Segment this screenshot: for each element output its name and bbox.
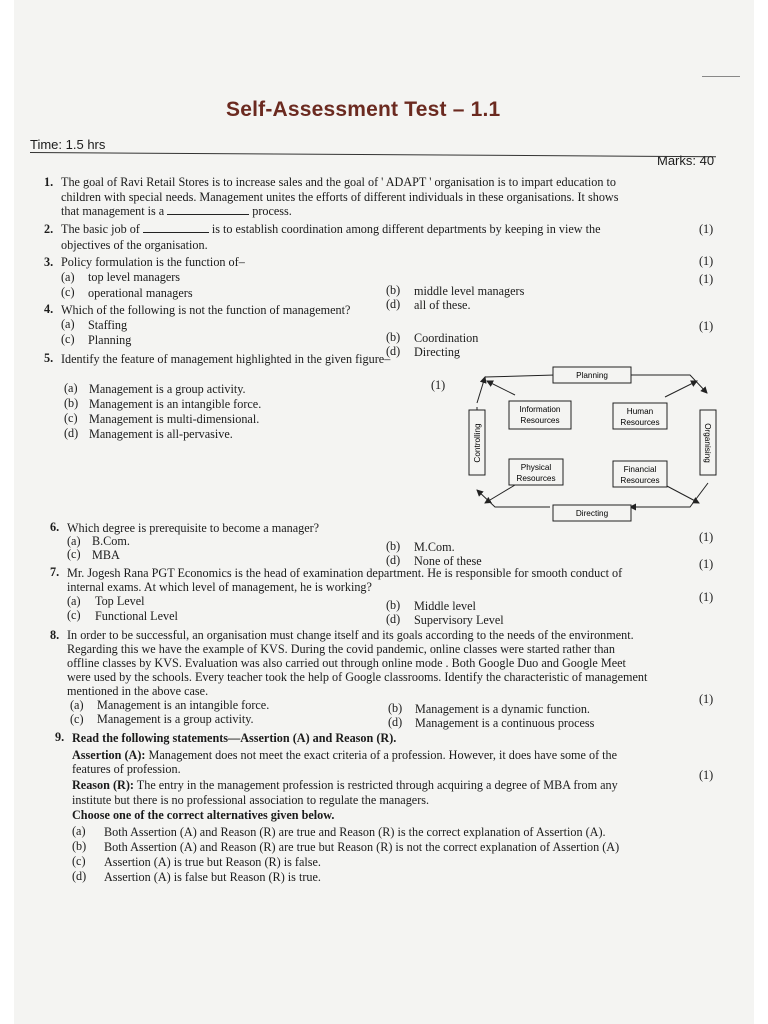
question-marks: (1) — [699, 557, 714, 571]
option-b-label: (b) — [72, 839, 87, 853]
planning-label: Planning — [576, 371, 608, 380]
option-a-label: (a) — [72, 824, 86, 838]
option-b-label: (b) — [64, 396, 79, 410]
resource-label: Resources — [516, 474, 556, 483]
option-c-label: (c) — [72, 854, 86, 868]
resource-label: Information — [519, 405, 561, 414]
option-a-label: (a) — [70, 698, 84, 712]
controlling-label: Controlling — [473, 423, 482, 463]
question-number: 9. — [55, 730, 65, 744]
assertion-line — [72, 748, 617, 762]
page-corner-mark — [702, 76, 740, 77]
time-allowed: Time: 1.5 hrs — [30, 137, 106, 152]
flow-arrow — [665, 381, 697, 397]
organising-label: Organising — [703, 423, 712, 463]
text-fragment: The basic job of — [61, 222, 140, 236]
question-marks: (1) — [431, 378, 446, 392]
flow-arrow — [477, 377, 485, 403]
option-c-text: Functional Level — [95, 609, 178, 623]
option-b-label: (b) — [386, 283, 401, 297]
question-text: objectives of the organisation. — [61, 238, 208, 252]
option-d-label: (d) — [386, 344, 401, 358]
flow-arrow — [665, 485, 699, 503]
question-number: 2. — [44, 222, 54, 236]
fill-blank — [143, 222, 209, 233]
flow-arrow — [485, 485, 515, 503]
resource-label: Resources — [620, 418, 660, 427]
question-text: Regarding this we have the example of KVS. During the covid pandemic, online classes were started rather than — [67, 642, 615, 656]
question-number: 8. — [50, 628, 60, 642]
question-heading: Read the following statements—Assertion (A) and Reason (R). — [72, 731, 397, 745]
question-text — [61, 222, 601, 236]
question-marks: (1) — [699, 272, 714, 286]
option-b-label: (b) — [386, 539, 401, 553]
flow-arrow — [630, 375, 707, 393]
question-text: The goal of Ravi Retail Stores is to increase sales and the goal of ' ADAPT ' organisation is to impart education to — [61, 175, 616, 189]
assertion-text: Management does not meet the exact criteria of a profession. However, it does have some of the — [148, 748, 618, 762]
option-a-text: Both Assertion (A) and Reason (R) are true and Reason (R) is the correct explanation of Assertion (A). — [104, 825, 606, 839]
choose-instruction: Choose one of the correct alternatives given below. — [72, 808, 335, 822]
question-number: 5. — [44, 351, 54, 365]
option-a-label: (a) — [67, 594, 81, 608]
option-b-label: (b) — [386, 598, 401, 612]
option-a-text: Management is an intangible force. — [97, 698, 270, 712]
reason-line — [72, 778, 618, 792]
question-marks: (1) — [699, 254, 714, 268]
option-d-text: None of these — [414, 554, 482, 568]
option-d-text: all of these. — [414, 298, 471, 312]
resource-label: Human — [626, 407, 654, 416]
text-fragment: is to establish coordination among different departments by keeping in view the — [211, 222, 601, 236]
assertion-text: features of profession. — [72, 762, 181, 776]
question-marks: (1) — [699, 590, 714, 604]
resource-label: Resources — [620, 476, 660, 485]
option-b-text: Management is an intangible force. — [89, 397, 262, 411]
option-c-text: operational managers — [88, 286, 193, 300]
resource-label: Resources — [520, 416, 560, 425]
option-a-text: Top Level — [95, 594, 145, 608]
assertion-label: Assertion (A): — [72, 748, 146, 762]
option-b-label: (b) — [386, 330, 401, 344]
question-text — [61, 204, 292, 218]
option-a-text: B.Com. — [92, 534, 130, 548]
option-c-text: Management is a group activity. — [97, 712, 254, 726]
question-text: internal exams. At which level of management, he is working? — [67, 580, 372, 594]
question-marks: (1) — [699, 530, 714, 544]
option-b-text: M.Com. — [414, 540, 455, 554]
total-marks: Marks: 40 — [657, 153, 715, 168]
option-b-text: Coordination — [414, 331, 479, 345]
question-number: 6. — [50, 520, 60, 534]
reason-text: institute but there is no professional association to regulate the managers. — [72, 793, 430, 807]
reason-label: Reason (R): — [72, 778, 134, 792]
question-text: were used by the schools. Every teacher took the help of Google classrooms. Identify the characteristic of management — [67, 670, 648, 684]
question-number: 1. — [44, 175, 54, 189]
question-text: Which of the following is not the function of management? — [61, 303, 351, 317]
option-c-text: Assertion (A) is true but Reason (R) is false. — [104, 855, 321, 869]
question-text: children with special needs. Management unites the efforts of different individuals in these organisations. It shows — [61, 190, 619, 204]
text-fragment: that management is a — [61, 204, 165, 218]
option-a-text: Staffing — [88, 318, 128, 332]
question-text: In order to be successful, an organisation must change itself and its goals according to the needs of the environment. — [67, 628, 634, 642]
option-b-text: Middle level — [414, 599, 476, 613]
question-text: Policy formulation is the function of– — [61, 255, 245, 269]
question-number: 3. — [44, 255, 54, 269]
reason-text: The entry in the management profession is restricted through acquiring a degree of MBA from any — [136, 778, 618, 792]
question-number: 4. — [44, 302, 54, 316]
option-d-text: Supervisory Level — [414, 613, 504, 627]
option-d-text: Management is a continuous process — [415, 716, 595, 730]
question-text: mentioned in the above case. — [67, 684, 209, 698]
option-d-text: Assertion (A) is false but Reason (R) is true. — [104, 870, 321, 884]
option-c-text: Planning — [88, 333, 132, 347]
option-c-label: (c) — [70, 712, 84, 726]
fill-blank — [167, 204, 249, 215]
option-a-label: (a) — [64, 381, 78, 395]
management-functions-diagram — [465, 365, 720, 523]
option-a-label: (a) — [61, 270, 75, 284]
question-marks: (1) — [699, 692, 714, 706]
question-text: offline classes by KVS. Evaluation was also carried out through online mode . Both Google Duo and Google Meet — [67, 656, 626, 670]
flow-arrow — [477, 490, 550, 507]
flow-arrow — [487, 381, 515, 395]
resource-label: Physical — [520, 463, 552, 472]
option-d-label: (d) — [64, 426, 79, 440]
option-d-label: (d) — [72, 869, 87, 883]
resource-label: Financial — [623, 465, 657, 474]
option-d-label: (d) — [388, 715, 403, 729]
question-marks: (1) — [699, 768, 714, 782]
option-d-label: (d) — [386, 553, 401, 567]
page-title: Self-Assessment Test – 1.1 — [226, 98, 501, 121]
option-c-label: (c) — [67, 608, 81, 622]
flow-arrow — [485, 375, 555, 377]
option-c-text: MBA — [92, 548, 120, 562]
question-marks: (1) — [699, 222, 714, 236]
option-a-text: Management is a group activity. — [89, 382, 246, 396]
option-d-label: (d) — [386, 612, 401, 626]
option-c-label: (c) — [67, 547, 81, 561]
question-text: Mr. Jogesh Rana PGT Economics is the head of examination department. He is responsible for smooth conduct of — [67, 566, 623, 580]
option-b-label: (b) — [388, 701, 403, 715]
option-d-text: Management is all-pervasive. — [89, 427, 233, 441]
question-marks: (1) — [699, 319, 714, 333]
option-a-label: (a) — [67, 534, 81, 548]
option-c-text: Management is multi-dimensional. — [89, 412, 260, 426]
question-number: 7. — [50, 565, 60, 579]
option-b-text: Both Assertion (A) and Reason (R) are true but Reason (R) is not the correct explanation of Assertion (A) — [104, 840, 620, 854]
question-text: Which degree is prerequisite to become a manager? — [67, 521, 320, 535]
option-d-text: Directing — [414, 345, 461, 359]
option-c-label: (c) — [61, 285, 75, 299]
option-c-label: (c) — [64, 411, 78, 425]
option-b-text: middle level managers — [414, 284, 525, 298]
option-a-label: (a) — [61, 317, 75, 331]
option-a-text: top level managers — [88, 270, 181, 284]
question-text: Identify the feature of management highlighted in the given figure– — [61, 352, 391, 366]
text-fragment: process. — [252, 204, 292, 218]
option-d-label: (d) — [386, 297, 401, 311]
option-c-label: (c) — [61, 332, 75, 346]
directing-label: Directing — [575, 509, 609, 518]
option-b-text: Management is a dynamic function. — [415, 702, 590, 716]
